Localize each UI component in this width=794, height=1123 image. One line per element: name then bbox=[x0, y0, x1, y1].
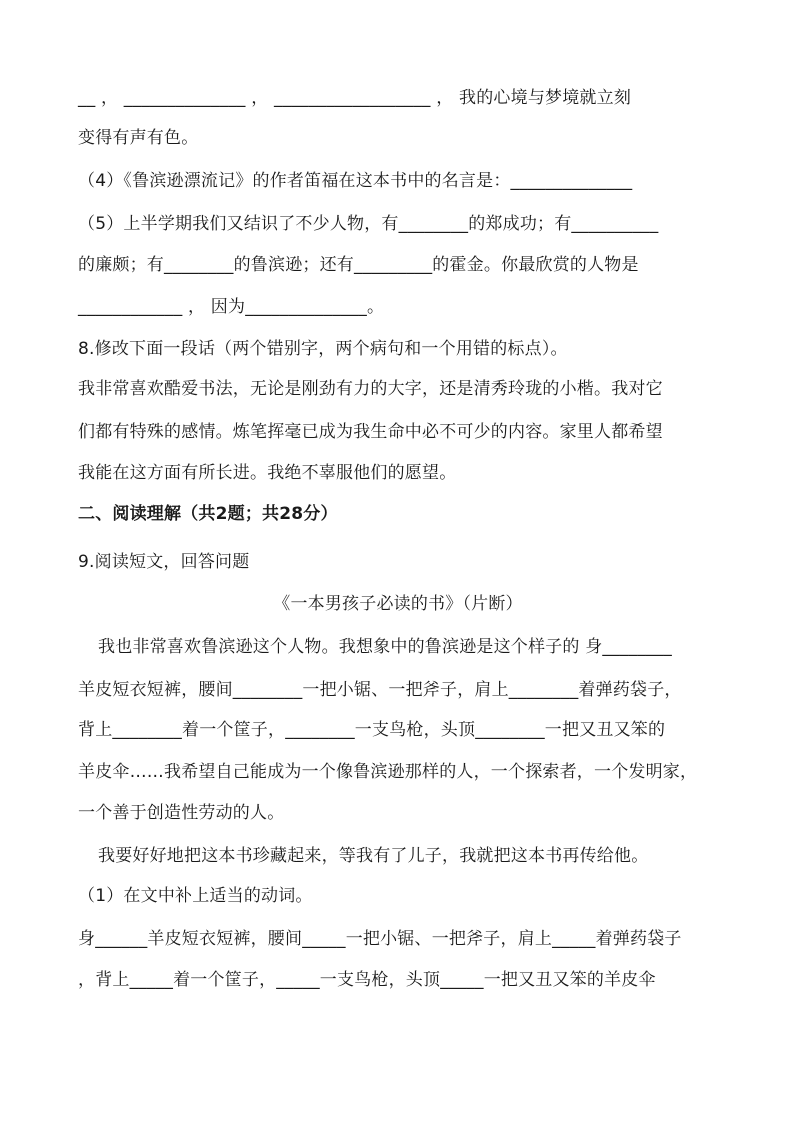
sub-question-1: （1）在文中补上适当的动词。 bbox=[78, 886, 313, 906]
passage-line-6: 我要好好地把这本书珍藏起来，等我有了儿子，我就把这本书再传给他。 bbox=[98, 846, 649, 866]
question-8-paragraph-line-1: 我非常喜欢酷爱书法，无论是刚劲有力的大字，还是清秀玲珑的小楷。我对它 bbox=[78, 379, 663, 399]
passage-line-1: 我也非常喜欢鲁滨逊这个人物。我想象中的鲁滨逊是这个样子的 身________ bbox=[98, 637, 673, 657]
passage-line-2: 羊皮短衣短裤，腰间________一把小锯、一把斧子，肩上________着弹药袋子， bbox=[78, 680, 682, 700]
section-heading-reading: 二、阅读理解（共2题；共28分） bbox=[78, 504, 338, 524]
question-9-heading: 9.阅读短文，回答问题 bbox=[78, 552, 250, 572]
question-8-paragraph-line-2: 们都有特殊的感情。炼笔挥毫已成为我生命中必不可少的内容。家里人都希望 bbox=[78, 422, 663, 442]
passage-line-3: 背上________着一个筐子，________一支鸟枪，头顶________一把又丑又笨的 bbox=[78, 720, 666, 740]
text-line-2: 变得有声有色。 bbox=[78, 128, 199, 148]
question-8-paragraph-line-3: 我能在这方面有所长进。我绝不辜服他们的愿望。 bbox=[78, 463, 457, 483]
text-line-1: __ ， ______________ ， __________________ ， 我的心境与梦境就立刻 bbox=[78, 88, 632, 108]
passage-title: 《一本男孩子必读的书》（片断） bbox=[273, 594, 523, 614]
question-8-heading: 8.修改下面一段话（两个错别字，两个病句和一个用错的标点）。 bbox=[78, 339, 568, 359]
passage-line-5: 一个善于创造性劳动的人。 bbox=[78, 803, 285, 823]
question-5: （5）上半学期我们又结识了不少人物，有________的郑成功；有__________ bbox=[78, 214, 659, 234]
question-5-line-3: ____________ ， 因为______________。 bbox=[78, 297, 385, 317]
sub-question-1-blank-line-1: 身______羊皮短衣短裤，腰间_____一把小锯、一把斧子，肩上_____着弹药袋子 bbox=[78, 929, 682, 949]
question-4: （4）《鲁滨逊漂流记》的作者笛福在这本书中的名言是：______________ bbox=[78, 171, 633, 191]
passage-line-4: 羊皮伞……我希望自己能成为一个像鲁滨逊那样的人，一个探索者，一个发明家， bbox=[78, 762, 698, 782]
sub-question-1-blank-line-2: ，背上_____着一个筐子，_____一支鸟枪，头顶_____一把又丑又笨的羊皮伞 bbox=[78, 970, 656, 990]
question-5-line-2: 的廉颇；有________的鲁滨逊；还有_________的霍金。你最欣赏的人物是 bbox=[78, 255, 639, 275]
